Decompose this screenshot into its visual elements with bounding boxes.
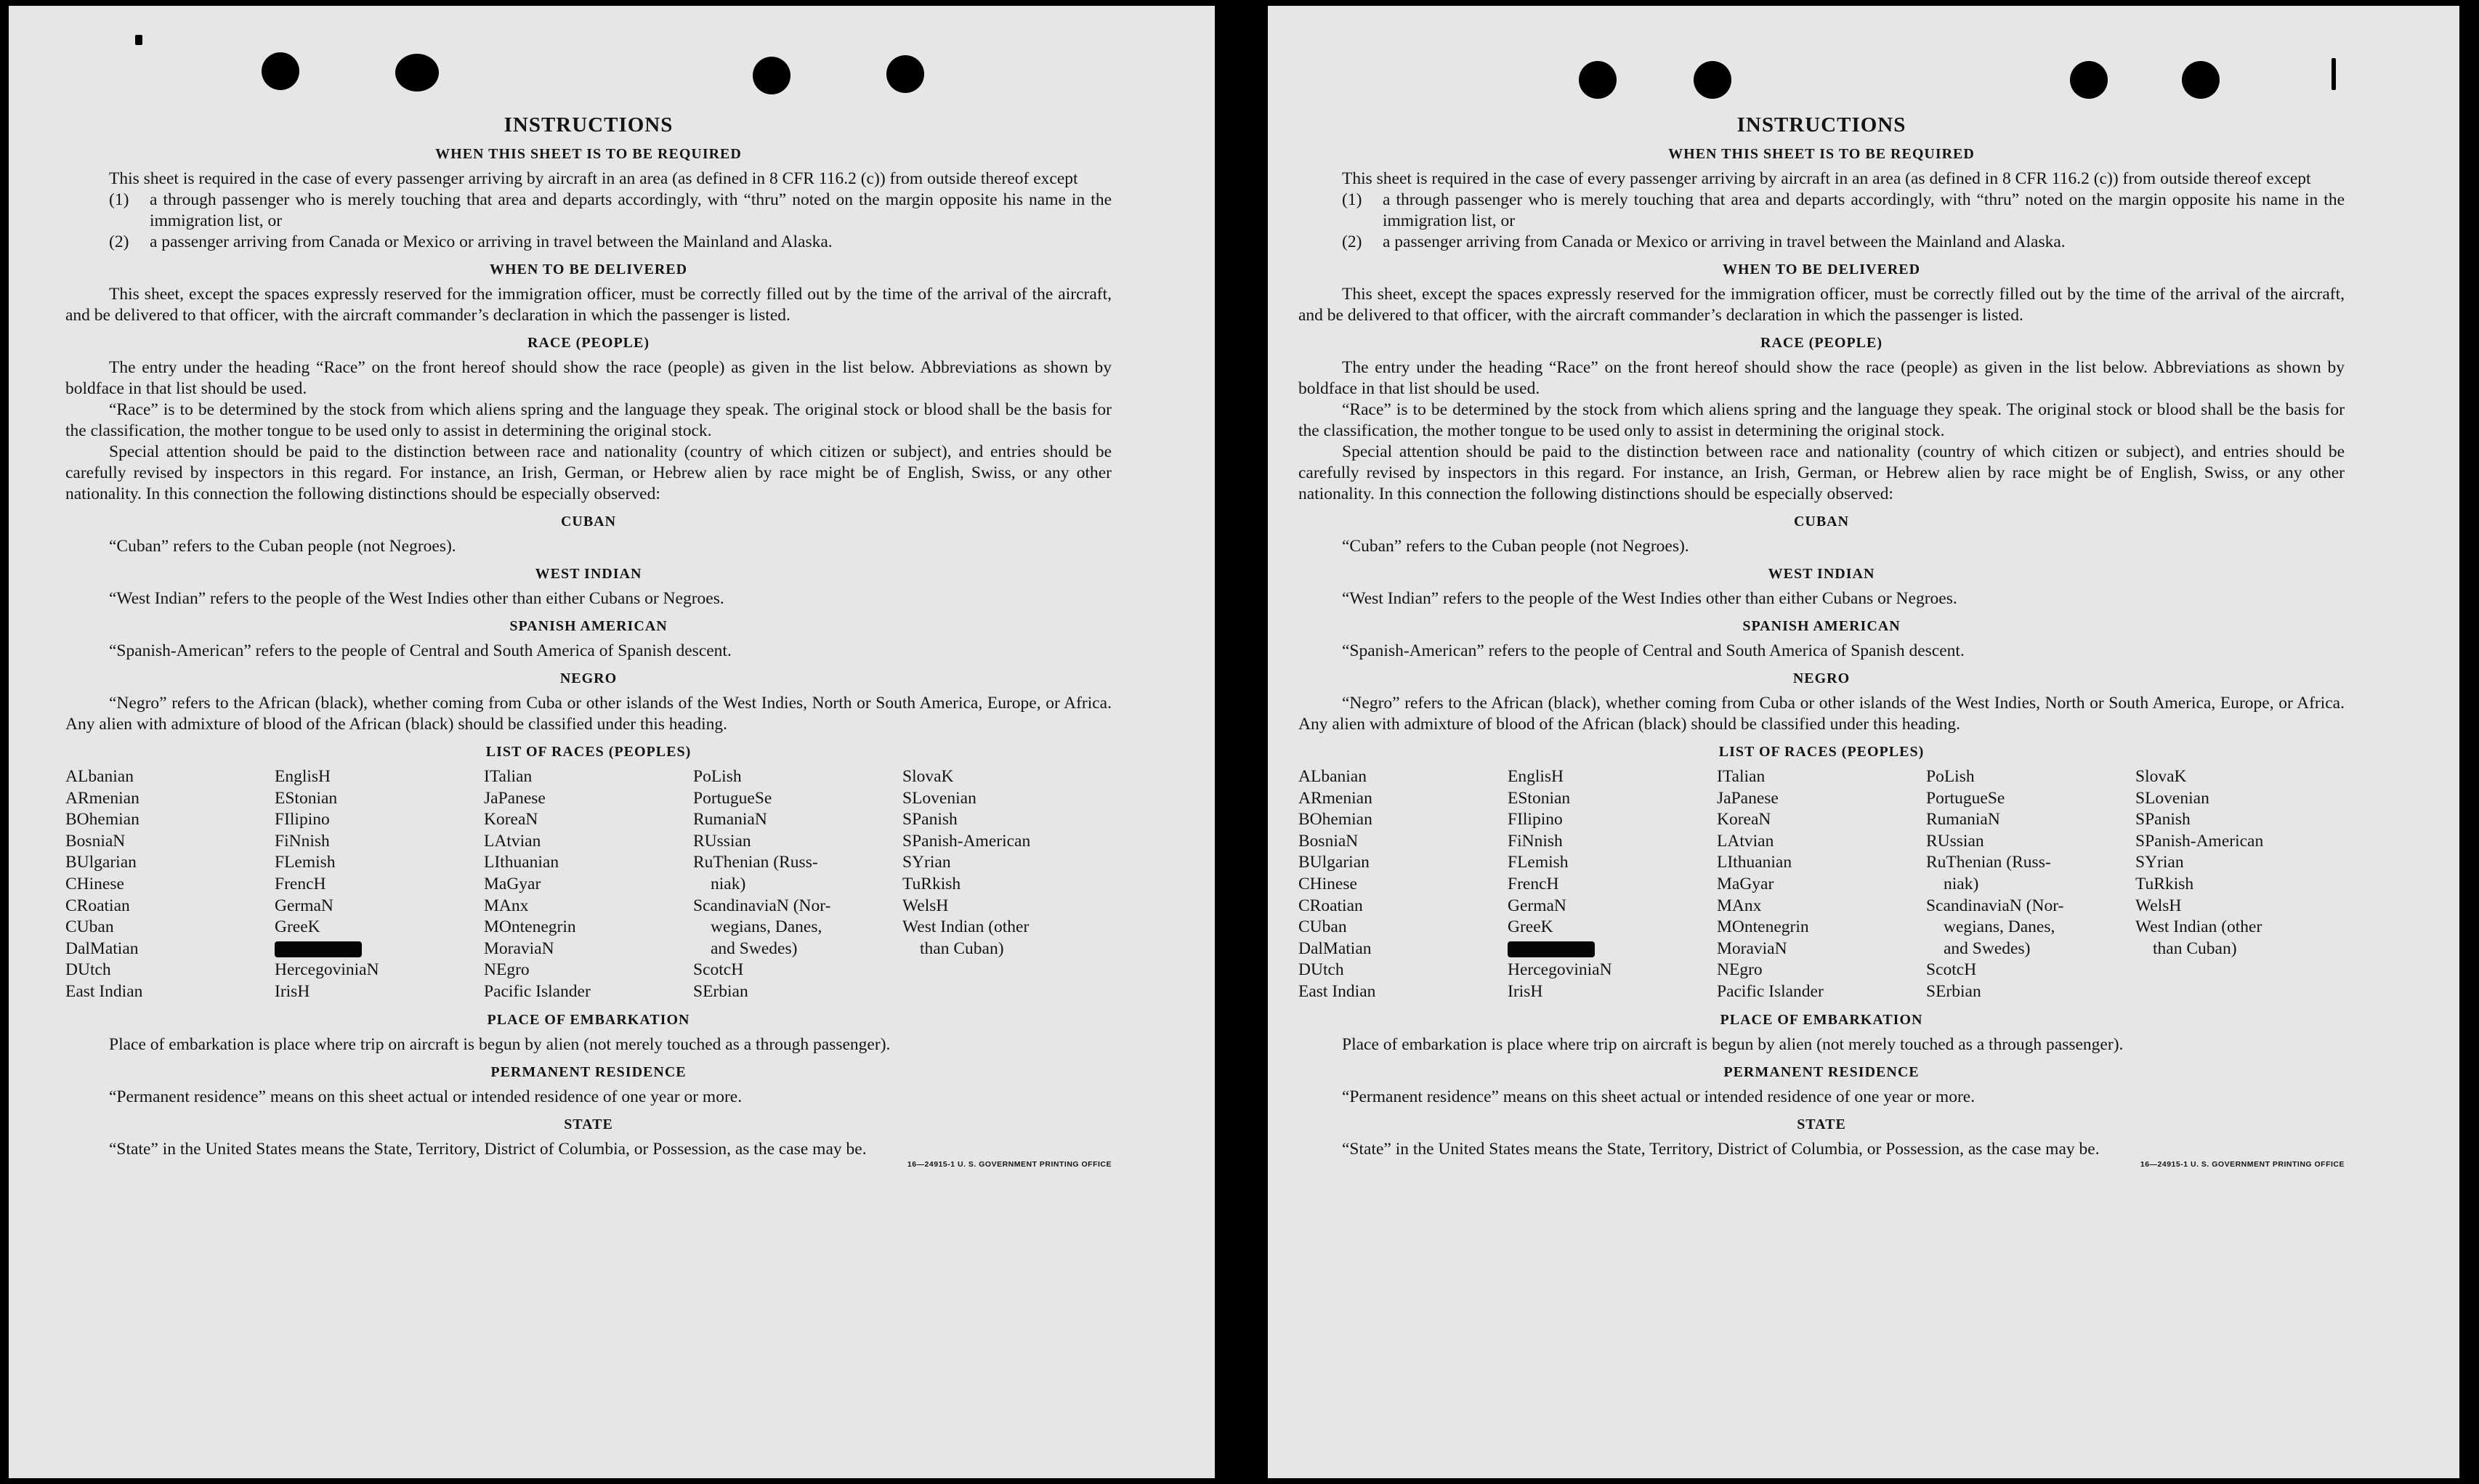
race-entry: TuRkish [902,874,961,893]
paragraph-west-indian: “West Indian” refers to the people of the West Indies other than either Cubans or Negroes. [109,589,724,608]
heading-negro: NEGRO [1792,670,1851,686]
paragraph-state: “State” in the United States means the State, Territory, District of Columbia, or Possession, as the case may be. [1342,1139,2100,1159]
race-entry: BOhemian [65,810,139,830]
paragraph-delivered: This sheet, except the spaces expressly reserved for the immigration officer, must be correctly filled out by the time of the arrival of the aircraft, and be delivered to that officer, with the aircraft commander’s declaration in which the passenger is listed. [1298,285,2345,325]
race-entry: SLovenian [902,788,976,808]
paragraph-state: “State” in the United States means the State, Territory, District of Columbia, or Possession, as the case may be. [109,1139,867,1159]
scan-speck [135,35,142,45]
race-entry: FLemish [1508,853,1569,872]
race-entry: FrencH [275,874,326,893]
race-entry: JaPanese [484,788,546,808]
race-entry: EStonian [275,788,338,808]
exception-number: (1) [109,190,129,209]
race-entry: BUlgarian [1298,853,1370,872]
heading-when-delivered: WHEN TO BE DELIVERED [489,261,688,277]
punch-hole [262,52,299,90]
race-entry: MOntenegrin [1717,917,1809,937]
page-title: INSTRUCTIONS [504,113,674,137]
heading-embarkation: PLACE OF EMBARKATION [487,1011,690,1028]
race-entry: niak) [711,874,746,893]
redacted-entry [1508,938,1717,960]
paragraph-spanish-american: “Spanish-American” refers to the people of Central and South America of Spanish descent. [1342,641,1965,660]
race-entry: EStonian [1508,788,1571,808]
race-entry: ScotcH [693,960,744,980]
paragraph-embarkation: Place of embarkation is place where trip on aircraft is begun by alien (not merely touched as a through passenger). [1342,1034,2124,1054]
heading-when-required: WHEN THIS SHEET IS TO BE REQUIRED [435,146,742,162]
paragraph-race: Special attention should be paid to the distinction between race and nationality (country of which citizen or subject), and entries should be carefully revised by inspectors in this regard. For instance, an Irish, German, or Hebrew alien by race might be of English, Swiss, or any other nationality. In this connection the following distinctions should be especially observed: [1298,442,2345,503]
race-entry: NEgro [484,960,530,980]
paragraph-race: “Race” is to be determined by the stock from which aliens spring and the language they speak. The original stock or blood shall be the basis for the classification, the mother tongue to be used only to assist in determining the original stock. [65,400,1112,440]
race-entry: LAtvian [1717,831,1774,851]
punch-hole [753,57,790,94]
heading-list-of-races: LIST OF RACES (PEOPLES) [1718,744,1925,760]
punch-hole [2182,61,2220,99]
race-entry: WelsH [2135,896,2182,915]
race-entry: TuRkish [2135,874,2194,893]
race-entry: SErbian [1926,981,1981,1001]
exception-item [1342,232,2345,253]
race-entry: DalMatian [65,938,139,958]
race-entry: wegians, Danes, [1944,917,2055,937]
race-entry: BosniaN [65,831,126,851]
heading-list-of-races: LIST OF RACES (PEOPLES) [485,744,692,760]
race-entry: FrencH [1508,874,1559,893]
race-entry: SErbian [693,981,748,1001]
heading-race: RACE (PEOPLE) [527,335,650,351]
race-entry: WelsH [902,896,949,915]
race-entry: MaGyar [484,874,541,893]
race-entry: FLemish [275,853,336,872]
race-entry: EnglisH [1508,767,1564,786]
paragraph-residence: “Permanent residence” means on this sheet actual or intended residence of one year or more. [109,1087,743,1106]
race-entry: KoreaN [484,810,538,830]
race-entry: BOhemian [1298,810,1372,830]
heading-west-indian: WEST INDIAN [1768,566,1875,582]
heading-west-indian: WEST INDIAN [535,566,642,582]
paragraph-required: This sheet is required in the case of every passenger arriving by aircraft in an area (as defined in 8 CFR 116.2 (c)) from outside thereof except [1342,169,2311,188]
paragraph-west-indian: “West Indian” refers to the people of the West Indies other than either Cubans or Negroes. [1342,589,1957,608]
race-entry: and Swedes) [711,938,798,958]
race-entry: FIlipino [275,810,330,830]
page-footer [1298,1160,2345,1169]
race-entry: LIthuanian [1717,853,1792,872]
paragraph-race: “Race” is to be determined by the stock from which aliens spring and the language they speak. The original stock or blood shall be the basis for the classification, the mother tongue to be used only to assist in determining the original stock. [1298,400,2345,440]
race-entry: ScandinaviaN (Nor- [693,896,831,915]
race-entry: than Cuban) [920,938,1004,958]
race-entry: HercegoviniaN [275,960,379,980]
race-entry: ARmenian [65,788,139,808]
race-entry: DalMatian [1298,938,1372,958]
races-column [65,766,275,1003]
race-entry: SPanish-American [902,831,1031,851]
punch-hole [1579,61,1617,99]
heading-cuban: CUBAN [560,514,617,530]
printing-office-code: 16—24915-1 U. S. GOVERNMENT PRINTING OFFICE [2140,1159,2345,1169]
paragraph-residence: “Permanent residence” means on this sheet actual or intended residence of one year or more. [1342,1087,1975,1106]
paragraph-delivered: This sheet, except the spaces expressly reserved for the immigration officer, must be correctly filled out by the time of the arrival of the aircraft, and be delivered to that officer, with the aircraft commander’s declaration in which the passenger is listed. [65,285,1112,325]
exception-text: a through passenger who is merely touching that area and departs accordingly, with “thru” noted on the margin opposite his name in the immigration list, or [150,190,1112,230]
document-page-right [1268,6,2459,1478]
exception-text: a passenger arriving from Canada or Mexico or arriving in travel between the Mainland and Alaska. [1383,232,2066,251]
heading-when-required: WHEN THIS SHEET IS TO BE REQUIRED [1668,146,1975,162]
race-entry: East Indian [1298,981,1376,1001]
race-entry: PoLish [1926,767,1975,786]
races-column [275,766,484,1003]
race-entry: BosniaN [1298,831,1359,851]
page-title: INSTRUCTIONS [1736,113,1906,137]
race-entry: CRoatian [1298,896,1363,915]
race-entry: ALbanian [65,767,134,786]
race-entry: IrisH [1508,981,1543,1001]
exception-text: a passenger arriving from Canada or Mexico or arriving in travel between the Mainland and Alaska. [150,232,833,251]
heading-residence: PERMANENT RESIDENCE [1723,1063,1920,1080]
race-entry: DUtch [1298,960,1344,980]
race-entry: East Indian [65,981,143,1001]
exception-number: (1) [1342,190,1362,209]
race-entry: RumaniaN [1926,810,2000,830]
race-entry: IrisH [275,981,310,1001]
race-entry: DUtch [65,960,111,980]
races-table [65,766,1112,1003]
races-column [1298,766,1508,1003]
paragraph-cuban: “Cuban” refers to the Cuban people (not Negroes). [1342,537,1689,556]
redacted-entry [275,938,484,960]
scan-speck [2332,58,2336,90]
race-entry: CRoatian [65,896,130,915]
heading-negro: NEGRO [559,670,618,686]
paragraph-cuban: “Cuban” refers to the Cuban people (not Negroes). [109,537,456,556]
race-entry: KoreaN [1717,810,1771,830]
exception-number: (2) [109,232,129,251]
race-entry: ScotcH [1926,960,1977,980]
race-entry: West Indian (other [2135,917,2262,937]
race-entry: GermaN [1508,896,1566,915]
paragraph-negro: “Negro” refers to the African (black), whether coming from Cuba or other islands of the West Indies, North or South America, Europe, or Africa. Any alien with admixture of blood of the African (black) should be classified under this heading. [1298,694,2345,734]
race-entry: MAnx [1717,896,1762,915]
races-column [2135,766,2345,1003]
punch-hole [395,54,439,92]
heading-spanish-american: SPANISH AMERICAN [1742,618,1901,634]
race-entry: ITalian [1717,767,1766,786]
races-column [484,766,693,1003]
race-entry: RumaniaN [693,810,767,830]
races-column [1926,766,2135,1003]
heading-state: STATE [1797,1116,1846,1132]
race-entry: PoLish [693,767,742,786]
race-entry: MOntenegrin [484,917,576,937]
race-entry: RuThenian (Russ- [693,853,818,872]
races-table [1298,766,2345,1003]
race-entry: BUlgarian [65,853,137,872]
heading-spanish-american: SPANISH AMERICAN [509,618,668,634]
punch-hole [886,55,924,93]
race-entry: LAtvian [484,831,541,851]
race-entry: LIthuanian [484,853,559,872]
race-entry: CUban [65,917,114,937]
heading-cuban: CUBAN [1793,514,1850,530]
race-entry: ALbanian [1298,767,1367,786]
race-entry: Pacific Islander [484,981,591,1001]
race-entry: CUban [1298,917,1347,937]
race-entry: CHinese [1298,874,1357,893]
race-entry: RUssian [693,831,751,851]
race-entry: and Swedes) [1944,938,2031,958]
instructions-text [1298,113,2345,1169]
race-entry: EnglisH [275,767,331,786]
paragraph-spanish-american: “Spanish-American” refers to the people of Central and South America of Spanish descent. [109,641,732,660]
races-column [1508,766,1717,1003]
paragraph-race: The entry under the heading “Race” on the front hereof should show the race (people) as given in the list below. Abbreviations as shown by boldface in that list should be used. [65,358,1112,398]
exception-text: a through passenger who is merely touching that area and departs accordingly, with “thru” noted on the margin opposite his name in the immigration list, or [1383,190,2345,230]
heading-embarkation: PLACE OF EMBARKATION [1720,1011,1923,1028]
race-entry: FIlipino [1508,810,1563,830]
race-entry: JaPanese [1717,788,1779,808]
exception-item [109,232,1112,253]
exception-item [1342,190,2345,232]
race-entry: SLovenian [2135,788,2209,808]
race-entry: FiNnish [275,831,330,851]
race-entry: GreeK [1508,917,1553,937]
exception-item [109,190,1112,232]
races-column [1717,766,1926,1003]
paragraph-required: This sheet is required in the case of every passenger arriving by aircraft in an area (as defined in 8 CFR 116.2 (c)) from outside thereof except [109,169,1078,188]
punch-hole [2070,61,2108,99]
heading-state: STATE [564,1116,613,1132]
paragraph-negro: “Negro” refers to the African (black), whether coming from Cuba or other islands of the West Indies, North or South America, Europe, or Africa. Any alien with admixture of blood of the African (black) should be classified under this heading. [65,694,1112,734]
race-entry: MaGyar [1717,874,1774,893]
race-entry: niak) [1944,874,1979,893]
paragraph-embarkation: Place of embarkation is place where trip on aircraft is begun by alien (not merely touched as a through passenger). [109,1034,891,1054]
race-entry: SYrian [2135,853,2184,872]
race-entry: Pacific Islander [1717,981,1824,1001]
race-entry: NEgro [1717,960,1763,980]
printing-office-code: 16—24915-1 U. S. GOVERNMENT PRINTING OFFICE [907,1159,1112,1169]
race-entry: ARmenian [1298,788,1372,808]
punch-hole [1694,61,1731,99]
exception-number: (2) [1342,232,1362,251]
paragraph-race: Special attention should be paid to the distinction between race and nationality (country of which citizen or subject), and entries should be carefully revised by inspectors in this regard. For instance, an Irish, German, or Hebrew alien by race might be of English, Swiss, or any other nationality. In this connection the following distinctions should be especially observed: [65,442,1112,503]
redaction-mark [1508,941,1595,957]
heading-when-delivered: WHEN TO BE DELIVERED [1722,261,1921,277]
heading-residence: PERMANENT RESIDENCE [490,1063,687,1080]
race-entry: West Indian (other [902,917,1030,937]
race-entry: MoraviaN [1717,938,1787,958]
races-column [902,766,1112,1003]
race-entry: MAnx [484,896,529,915]
page-footer [65,1160,1112,1169]
paragraph-race: The entry under the heading “Race” on the front hereof should show the race (people) as given in the list below. Abbreviations as shown by boldface in that list should be used. [1298,358,2345,398]
race-entry: FiNnish [1508,831,1563,851]
race-entry: GreeK [275,917,320,937]
heading-race: RACE (PEOPLE) [1760,335,1882,351]
race-entry: SPanish-American [2135,831,2264,851]
redaction-mark [275,941,362,957]
race-entry: GermaN [275,896,333,915]
race-entry: SPanish [902,810,958,830]
race-entry: RuThenian (Russ- [1926,853,2051,872]
race-entry: than Cuban) [2153,938,2237,958]
race-entry: SPanish [2135,810,2191,830]
race-entry: CHinese [65,874,124,893]
race-entry: ScandinaviaN (Nor- [1926,896,2064,915]
instructions-text [65,113,1112,1169]
race-entry: HercegoviniaN [1508,960,1612,980]
race-entry: PortugueSe [1926,788,2005,808]
races-column [693,766,902,1003]
race-entry: ITalian [484,767,533,786]
race-entry: wegians, Danes, [711,917,822,937]
race-entry: SYrian [902,853,951,872]
race-entry: MoraviaN [484,938,554,958]
race-entry: SlovaK [902,767,954,786]
race-entry: RUssian [1926,831,1984,851]
race-entry: PortugueSe [693,788,772,808]
document-page-left [9,6,1215,1478]
race-entry: SlovaK [2135,767,2187,786]
